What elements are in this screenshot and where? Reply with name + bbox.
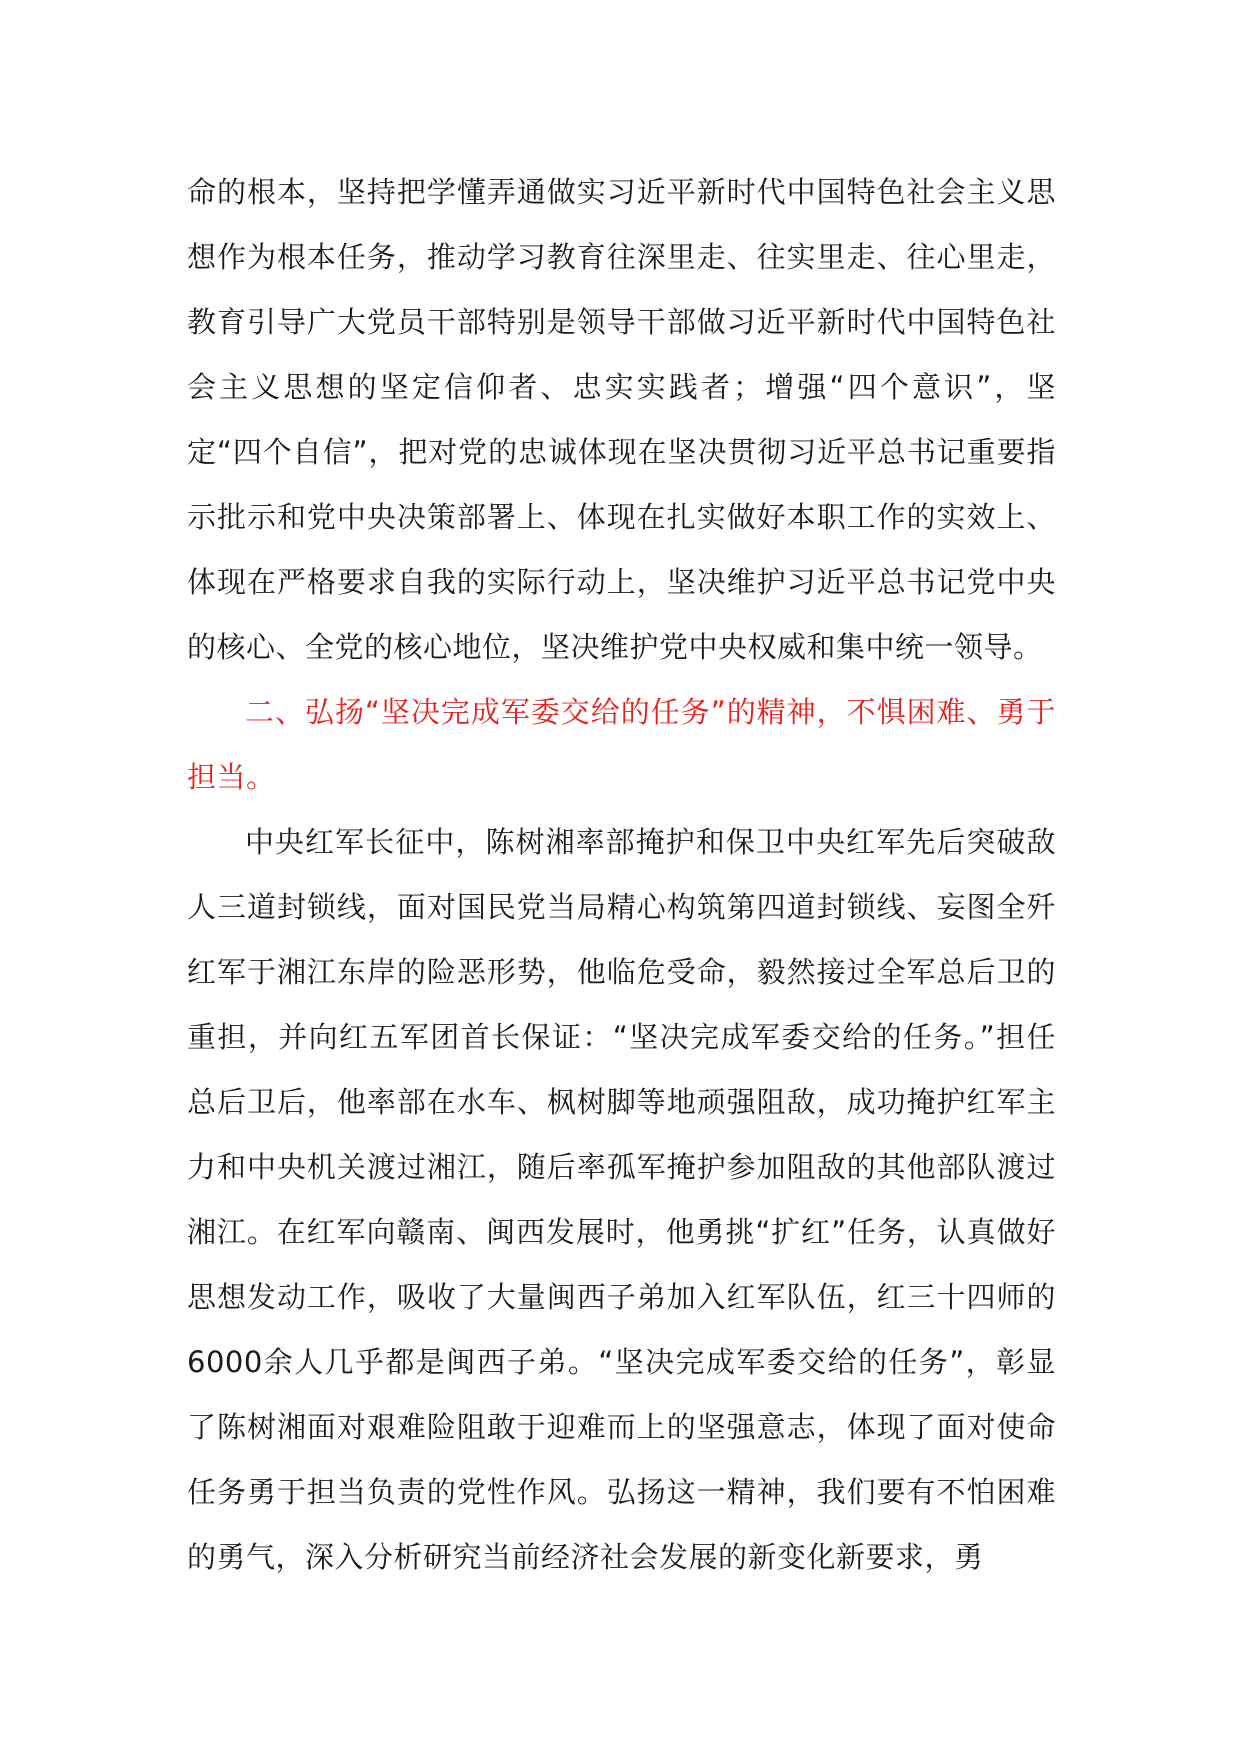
document-page [187,160,1056,1590]
body-paragraph-continued: 命的根本，坚持把学懂弄通做实习近平新时代中国特色社会主义思想作为根本任务，推动学习教育往深里走、往实里走、往心里走，教育引导广大党员干部特别是领导干部做习近平新时代中国特色社会主义思想的坚定信仰者、忠实实践者；增强“四个意识”，坚定“四个自信”，把对党的忠诚体现在坚决贯彻习近平总书记重要指示批示和党中央决策部署上、体现在扎实做好本职工作的实效上、体现在严格要求自我的实际行动上，坚决维护习近平总书记党中央的核心、全党的核心地位，坚决维护党中央权威和集中统一领导。 [187,175,1056,664]
body-paragraph: 中央红军长征中，陈树湘率部掩护和保卫中央红军先后突破敌人三道封锁线，面对国民党当局精心构筑第四道封锁线、妄图全歼红军于湘江东岸的险恶形势，他临危受命，毅然接过全军总后卫的重担，并向红五军团首长保证：“坚决完成军委交给的任务。”担任总后卫后，他率部在水车、枫树脚等地顽强阻敌，成功掩护红军主力和中央机关渡过湘江，随后率孤军掩护参加阻敌的其他部队渡过湘江。在红军向赣南、闽西发展时，他勇挑“扩红”任务，认真做好思想发动工作，吸收了大量闽西子弟加入红军队伍，红三十四师的6000余人几乎都是闽西子弟。“坚决完成军委交给的任务”，彰显了陈树湘面对艰难险阻敢于迎难而上的坚强意志，体现了面对使命任务勇于担当负责的党性作风。弘扬这一精神，我们要有不怕困难的勇气，深入分析研究当前经济社会发展的新变化新要求，勇 [187,825,1056,1574]
section-heading: 二、弘扬“坚决完成军委交给的任务”的精神，不惧困难、勇于担当。 [187,695,1056,794]
